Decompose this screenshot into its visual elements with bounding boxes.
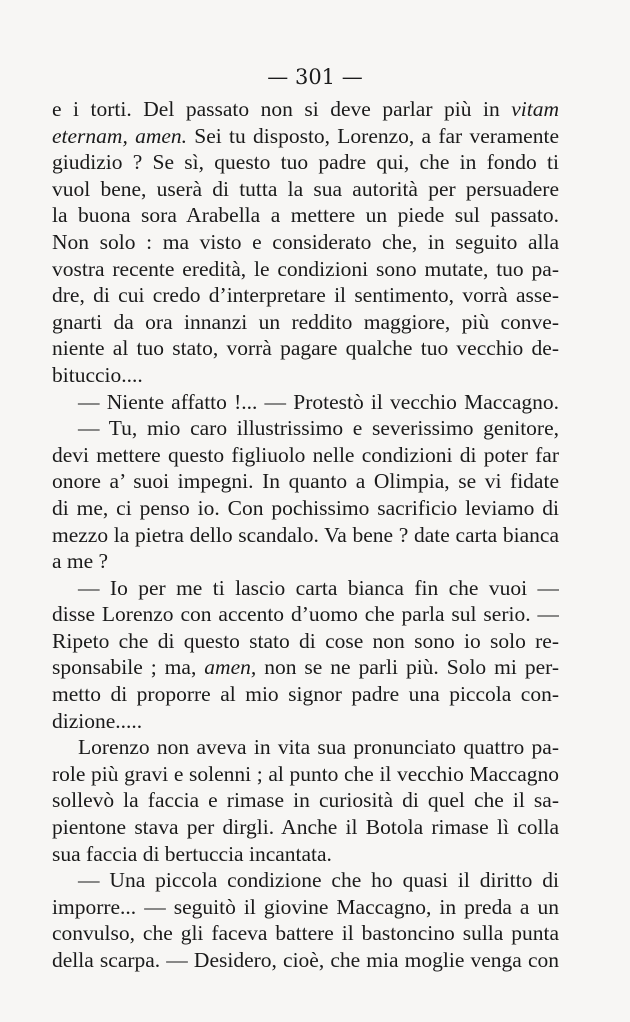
text-line <box>52 149 559 176</box>
text-line <box>52 389 559 416</box>
text-run: dizione..... <box>52 708 143 733</box>
text-run: vostra recente eredità, le condizioni sono mutate, tuo pa- <box>52 256 559 281</box>
italic-text: amen, <box>204 655 257 680</box>
text-line <box>52 229 559 256</box>
text-line <box>52 522 559 549</box>
text-line <box>52 176 559 203</box>
text-line <box>52 708 559 735</box>
text-run: Sei tu disposto, Lorenzo, a far veramente <box>187 123 559 148</box>
text-line <box>52 814 559 841</box>
text-run: onore a’ suoi impegni. In quanto a Olimpia, se vi fidate <box>52 469 559 494</box>
text-line <box>52 282 559 309</box>
text-run: devi mettere questo figliuolo nelle condizioni di poter far <box>52 442 559 467</box>
text-run: — Io per me ti lascio carta bianca fin che vuoi — <box>78 575 559 600</box>
text-run: Ripeto che di questo stato di cose non sono io solo re- <box>52 628 559 653</box>
text-line <box>52 415 559 442</box>
text-run: — Tu, mio caro illustrissimo e severissimo genitore, <box>78 416 559 441</box>
text-line <box>52 96 559 123</box>
text-run: mezzo la pietra dello scandalo. Va bene ? date carta bianca <box>52 522 559 547</box>
text-line <box>52 681 559 708</box>
text-run: Lorenzo non aveva in vita sua pronunciato quattro pa- <box>78 735 559 760</box>
text-line <box>52 256 559 283</box>
text-run: imporre... — seguitò il giovine Maccagno, in preda a un <box>52 894 559 919</box>
text-line <box>52 495 559 522</box>
text-run: convulso, che gli faceva battere il bastoncino sulla punta <box>52 921 559 946</box>
text-line <box>52 920 559 947</box>
italic-text: eternam, amen. <box>52 123 188 148</box>
text-run: bituccio.... <box>52 362 143 387</box>
text-line <box>52 362 559 389</box>
text-run: non se ne parli più. Solo mi per- <box>256 655 559 680</box>
text-run: vuol bene, userà di tutta la sua autorità per persuadere <box>52 176 559 201</box>
text-run: sua faccia di bertuccia incantata. <box>52 841 332 866</box>
text-run: — Una piccola condizione che ho quasi il diritto di <box>78 868 559 893</box>
text-run: la buona sora Arabella a mettere un piede sul passato. <box>52 203 559 228</box>
text-line <box>52 442 559 469</box>
text-line <box>52 575 559 602</box>
text-run: sponsabile ; ma, <box>52 655 205 680</box>
page-number: — 301 — <box>267 65 363 89</box>
text-line <box>52 734 559 761</box>
text-line <box>52 548 559 575</box>
text-line <box>52 628 559 655</box>
text-line <box>52 335 559 362</box>
text-run: sollevò la faccia e rimase in curiosità di quel che il sa- <box>52 788 559 813</box>
text-run: di me, ci penso io. Con pochissimo sacrificio leviamo di <box>52 495 559 520</box>
italic-text: vitam <box>511 97 559 121</box>
text-run: a me ? <box>52 549 109 574</box>
text-run: Non solo : ma visto e considerato che, in seguito alla <box>52 229 559 254</box>
text-line <box>52 468 559 495</box>
text-run: e i torti. Del passato non si deve parlar più in <box>52 97 512 121</box>
text-run: metto di proporre al mio signor padre una piccola con- <box>52 682 559 707</box>
text-run: pientone stava per dirgli. Anche il Botola rimase lì colla <box>52 815 559 840</box>
text-line <box>52 947 559 974</box>
text-line <box>52 202 559 229</box>
text-line <box>52 601 559 628</box>
text-run: dre, di cui credo d’interpretare il sentimento, vorrà asse- <box>52 283 559 308</box>
text-line <box>52 123 559 150</box>
text-run: — Niente affatto !... — Protestò il vecchio Maccagno. <box>78 389 559 414</box>
text-line <box>52 841 559 868</box>
text-run: della scarpa. — Desidero, cioè, che mia moglie venga con <box>52 948 559 972</box>
text-run: niente al tuo stato, vorrà pagare qualche tuo vecchio de- <box>52 336 559 361</box>
text-line <box>52 309 559 336</box>
body-text <box>52 96 559 974</box>
text-run: giudizio ? Se sì, questo tuo padre qui, che in fondo ti <box>52 150 559 175</box>
text-line <box>52 787 559 814</box>
text-line <box>52 761 559 788</box>
text-run: role più gravi e solenni ; al punto che il vecchio Maccagno <box>52 761 559 786</box>
text-run: disse Lorenzo con accento d’uomo che parla sul serio. — <box>52 602 559 627</box>
text-run: gnarti da ora innanzi un reddito maggiore, più conve- <box>52 309 559 334</box>
text-line <box>52 867 559 894</box>
text-line <box>52 894 559 921</box>
text-line <box>52 654 559 681</box>
